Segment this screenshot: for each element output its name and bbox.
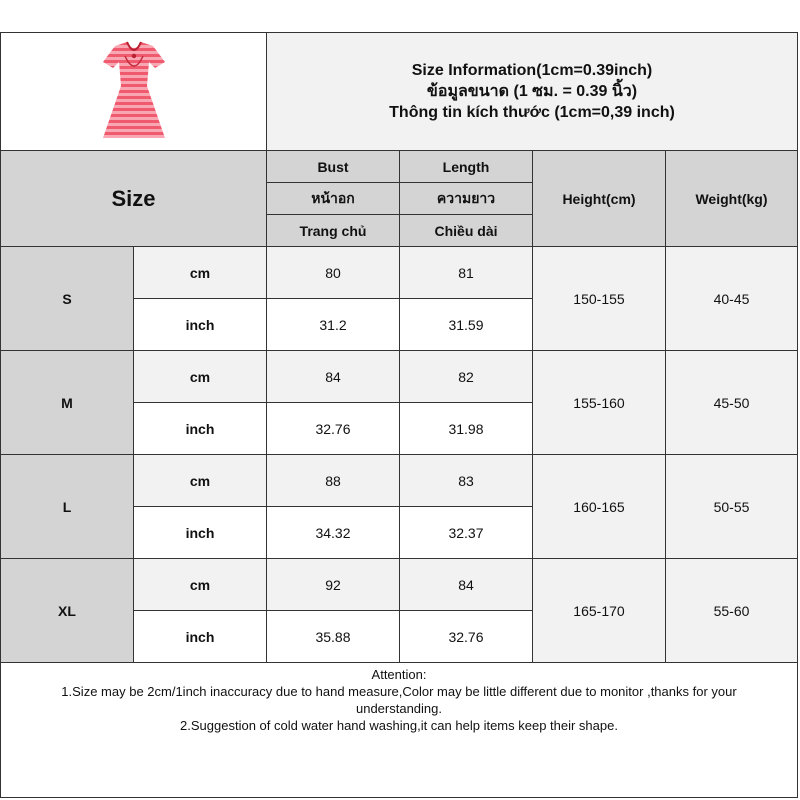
bust-inch-value: 34.32	[267, 507, 400, 559]
unit-cm-label: cm	[134, 351, 267, 403]
bust-cm-value: 84	[267, 351, 400, 403]
bust-cm-value: 92	[267, 559, 400, 611]
info-line-th: ข้อมูลขนาด (1 ซม. = 0.39 นิ้ว)	[426, 83, 638, 100]
height-header: Height(cm)	[533, 151, 666, 247]
bust-header-vi: Trang chủ	[267, 215, 400, 247]
weight-value: 55-60	[666, 559, 798, 663]
bust-inch-value: 31.2	[267, 299, 400, 351]
notes-title: Attention:	[371, 667, 427, 682]
height-value: 160-165	[533, 455, 666, 559]
info-line-en: Size Information(1cm=0.39inch)	[411, 62, 653, 79]
height-value: 165-170	[533, 559, 666, 663]
unit-inch-label: inch	[134, 299, 267, 351]
length-inch-value: 31.98	[400, 403, 533, 455]
length-cm-value: 83	[400, 455, 533, 507]
dress-icon	[75, 36, 193, 148]
weight-value: 40-45	[666, 247, 798, 351]
unit-cm-label: cm	[134, 247, 267, 299]
weight-header: Weight(kg)	[666, 151, 798, 247]
length-header-th: ความยาว	[400, 183, 533, 215]
bust-cm-value: 88	[267, 455, 400, 507]
size-label-l: L	[1, 455, 134, 559]
unit-cm-label: cm	[134, 455, 267, 507]
weight-value: 50-55	[666, 455, 798, 559]
length-cm-value: 84	[400, 559, 533, 611]
size-label-m: M	[1, 351, 134, 455]
bust-header-en: Bust	[267, 151, 400, 183]
height-value: 150-155	[533, 247, 666, 351]
size-column-header: Size	[1, 151, 267, 247]
attention-notes	[1, 663, 797, 797]
bust-header-th: หน้าอก	[267, 183, 400, 215]
size-info-header	[267, 33, 798, 151]
unit-inch-label: inch	[134, 403, 267, 455]
product-image-cell	[1, 33, 267, 151]
length-inch-value: 32.76	[400, 611, 533, 663]
length-cm-value: 82	[400, 351, 533, 403]
length-inch-value: 32.37	[400, 507, 533, 559]
info-line-vi: Thông tin kích thước (1cm=0,39 inch)	[389, 104, 675, 121]
weight-value: 45-50	[666, 351, 798, 455]
length-header-en: Length	[400, 151, 533, 183]
unit-inch-label: inch	[134, 611, 267, 663]
length-inch-value: 31.59	[400, 299, 533, 351]
bust-cm-value: 80	[267, 247, 400, 299]
size-label-xl: XL	[1, 559, 134, 663]
size-label-s: S	[1, 247, 134, 351]
unit-cm-label: cm	[134, 559, 267, 611]
notes-line-1: 1.Size may be 2cm/1inch inaccuracy due to hand measure,Color may be little different due to monitor ,thanks for your understanding.	[61, 684, 737, 716]
height-value: 155-160	[533, 351, 666, 455]
notes-line-2: 2.Suggestion of cold water hand washing,it can help items keep their shape.	[180, 718, 618, 733]
size-chart	[0, 32, 798, 798]
bust-inch-value: 32.76	[267, 403, 400, 455]
length-header-vi: Chiều dài	[400, 215, 533, 247]
length-cm-value: 81	[400, 247, 533, 299]
bust-inch-value: 35.88	[267, 611, 400, 663]
unit-inch-label: inch	[134, 507, 267, 559]
